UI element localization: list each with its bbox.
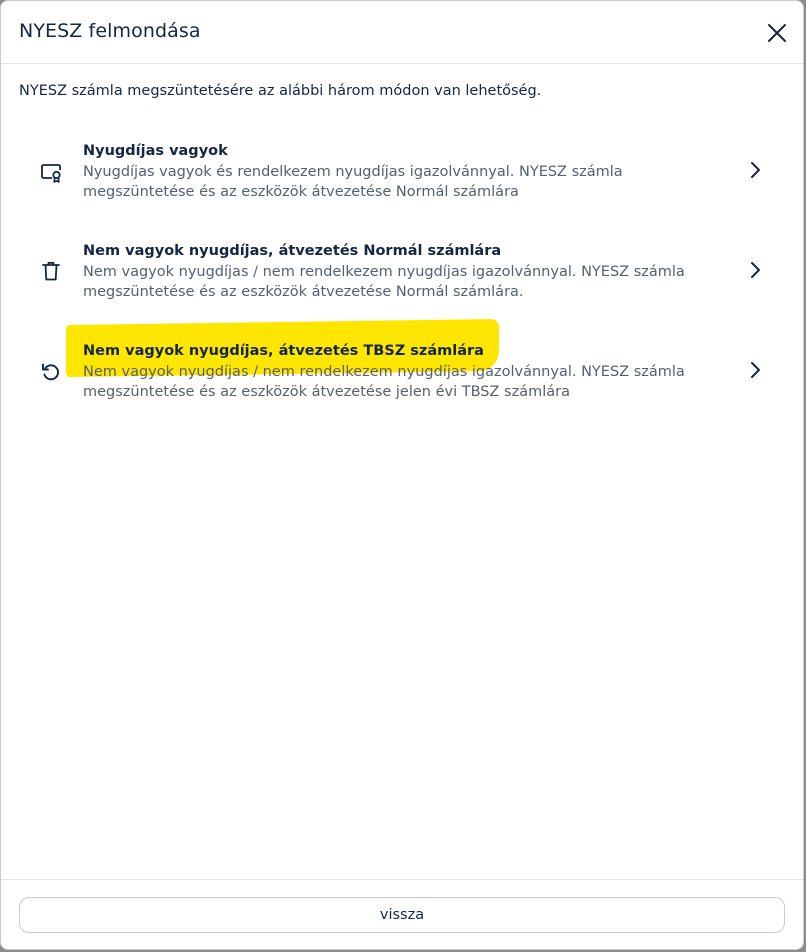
chevron-right-icon bbox=[745, 159, 765, 181]
option-retired[interactable] bbox=[19, 143, 785, 223]
undo-icon bbox=[39, 359, 63, 383]
chevron-right-icon bbox=[745, 259, 765, 281]
dialog-header bbox=[1, 1, 803, 64]
dialog-title: NYESZ felmondása bbox=[19, 20, 201, 42]
close-button[interactable] bbox=[765, 21, 789, 45]
certificate-icon bbox=[39, 161, 63, 185]
option-not-retired-tbsz[interactable] bbox=[19, 343, 785, 423]
back-button[interactable]: vissza bbox=[19, 897, 785, 933]
chevron-right-icon bbox=[745, 359, 765, 381]
option-retired-description: Nyugdíjas vagyok és rendelkezem nyugdíjas igazolvánnyal. NYESZ számla megszüntetése és az eszközök átvezetése Normál számlára bbox=[83, 164, 623, 200]
option-retired-title: Nyugdíjas vagyok bbox=[83, 143, 228, 159]
option-not-retired-normal[interactable] bbox=[19, 243, 785, 323]
close-icon bbox=[765, 21, 789, 45]
trash-icon bbox=[39, 259, 63, 283]
dialog-intro-text: NYESZ számla megszüntetésére az alábbi három módon van lehetőség. bbox=[19, 83, 542, 99]
option-not-retired-tbsz-title: Nem vagyok nyugdíjas, átvezetés TBSZ számlára bbox=[83, 343, 484, 359]
option-not-retired-normal-description: Nem vagyok nyugdíjas / nem rendelkezem nyugdíjas igazolvánnyal. NYESZ számla megszüntetése és az eszközök átvezetése Normál számlára. bbox=[83, 264, 685, 300]
option-not-retired-tbsz-description: Nem vagyok nyugdíjas / nem rendelkezem nyugdíjas igazolvánnyal. NYESZ számla megszüntetése és az eszközök átvezetése jelen évi TBSZ számlára bbox=[83, 364, 685, 400]
dialog-footer bbox=[1, 879, 803, 950]
option-not-retired-normal-title: Nem vagyok nyugdíjas, átvezetés Normál számlára bbox=[83, 243, 502, 259]
